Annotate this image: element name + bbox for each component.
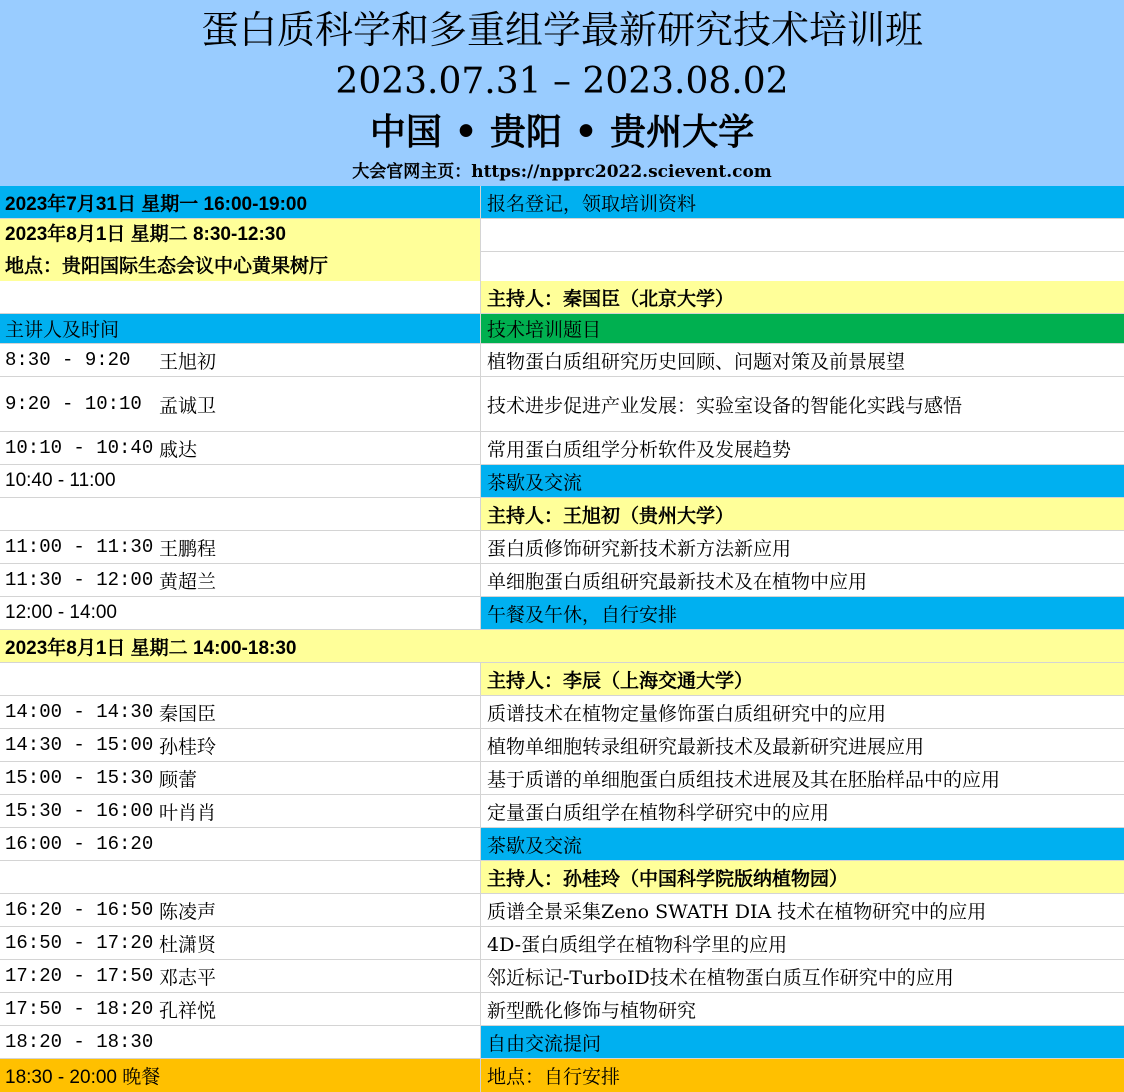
table-row	[0, 729, 1124, 762]
talk-topic: 4D-蛋白质组学在植物科学里的应用	[481, 927, 1124, 959]
talk-topic: 植物蛋白质组研究历史回顾、问题对策及前景展望	[481, 344, 1124, 376]
lunch-label: 午餐及午休，自行安排	[481, 597, 1124, 629]
table-row	[0, 927, 1124, 960]
empty-cell	[481, 219, 1124, 252]
host-label: 主持人：孙桂玲（中国科学院版纳植物园）	[481, 861, 1124, 893]
page-title: 蛋白质科学和多重组学最新研究技术培训班	[200, 8, 923, 52]
table-row	[0, 377, 1124, 432]
talk-topic: 单细胞蛋白质组研究最新技术及在植物中应用	[481, 564, 1124, 596]
host-row	[0, 281, 1124, 314]
break-time: 10:40 - 11:00	[0, 465, 481, 497]
talk-topic: 邻近标记-TurboID技术在植物蛋白质互作研究中的应用	[481, 960, 1124, 992]
morning-venue: 地点：贵阳国际生态会议中心黄果树厅	[5, 255, 329, 277]
dinner-row	[0, 1059, 1124, 1092]
talk-topic: 蛋白质修饰研究新技术新方法新应用	[481, 531, 1124, 563]
talk-topic: 新型酰化修饰与植物研究	[481, 993, 1124, 1025]
table-row	[0, 531, 1124, 564]
morning-date: 2023年8月1日 星期二 8:30-12:30	[5, 224, 286, 245]
break-row	[0, 465, 1124, 498]
host-row	[0, 663, 1124, 696]
break-time: 16:00 - 16:20	[0, 828, 481, 860]
talk-topic: 定量蛋白质组学在植物科学研究中的应用	[481, 795, 1124, 827]
event-location: 中国 • 贵阳 • 贵州大学	[369, 111, 755, 153]
talk-time-speaker: 10:10 - 10:40 戚达	[0, 432, 481, 464]
registration-date: 2023年7月31日 星期一 16:00-19:00	[0, 186, 481, 218]
empty-cell	[0, 281, 481, 313]
talk-time-speaker: 16:50 - 17:20 杜潇贤	[0, 927, 481, 959]
morning-header-row	[0, 219, 1124, 281]
table-row	[0, 993, 1124, 1026]
discussion-row	[0, 1026, 1124, 1059]
talk-time-speaker: 17:50 - 18:20 孔祥悦	[0, 993, 481, 1025]
host-label: 主持人：王旭初（贵州大学）	[481, 498, 1124, 530]
talk-time-speaker: 17:20 - 17:50 邓志平	[0, 960, 481, 992]
discussion-time: 18:20 - 18:30	[0, 1026, 481, 1058]
talk-topic: 常用蛋白质组学分析软件及发展趋势	[481, 432, 1124, 464]
header	[0, 0, 1124, 186]
talk-time-speaker: 9:20 - 10:10 孟诚卫	[0, 377, 481, 431]
break-row	[0, 828, 1124, 861]
column-header-topic: 技术培训题目	[481, 314, 1124, 343]
morning-header	[0, 219, 481, 281]
talk-topic: 植物单细胞转录组研究最新技术及最新研究进展应用	[481, 729, 1124, 761]
table-row	[0, 960, 1124, 993]
empty-cell	[481, 252, 1124, 281]
talk-time-speaker: 11:30 - 12:00 黄超兰	[0, 564, 481, 596]
talk-time-speaker: 15:00 - 15:30 顾蕾	[0, 762, 481, 794]
discussion-label: 自由交流提问	[481, 1026, 1124, 1058]
talk-topic: 基于质谱的单细胞蛋白质组技术进展及其在胚胎样品中的应用	[481, 762, 1124, 794]
afternoon-date: 2023年8月1日 星期二 14:00-18:30	[0, 630, 1124, 662]
table-row	[0, 762, 1124, 795]
talk-topic: 质谱技术在植物定量修饰蛋白质组研究中的应用	[481, 696, 1124, 728]
table-row	[0, 564, 1124, 597]
talk-time-speaker: 15:30 - 16:00 叶肖肖	[0, 795, 481, 827]
lunch-time: 12:00 - 14:00	[0, 597, 481, 629]
talk-time-speaker: 14:30 - 15:00 孙桂玲	[0, 729, 481, 761]
talk-topic: 质谱全景采集Zeno SWATH DIA 技术在植物研究中的应用	[481, 894, 1124, 926]
event-dates: 2023.07.31 – 2023.08.02	[335, 61, 789, 102]
table-row	[0, 696, 1124, 729]
table-row	[0, 894, 1124, 927]
column-header-row	[0, 314, 1124, 344]
talk-time-speaker: 16:20 - 16:50 陈凌声	[0, 894, 481, 926]
talk-time-speaker: 11:00 - 11:30 王鹏程	[0, 531, 481, 563]
lunch-row	[0, 597, 1124, 630]
column-header-speaker: 主讲人及时间	[0, 314, 481, 343]
empty-cell	[0, 663, 481, 695]
table-row	[0, 432, 1124, 465]
table-row	[0, 344, 1124, 377]
talk-topic: 技术进步促进产业发展：实验室设备的智能化实践与感悟	[481, 377, 1124, 431]
host-label: 主持人：秦国臣（北京大学）	[481, 281, 1124, 313]
dinner-time: 18:30 - 20:00 晚餐	[0, 1059, 481, 1092]
break-label: 茶歇及交流	[481, 828, 1124, 860]
break-label: 茶歇及交流	[481, 465, 1124, 497]
registration-label: 报名登记，领取培训资料	[481, 186, 1124, 218]
talk-time-speaker: 14:00 - 14:30 秦国臣	[0, 696, 481, 728]
registration-row	[0, 186, 1124, 219]
host-row	[0, 861, 1124, 894]
dinner-location: 地点：自行安排	[481, 1059, 1124, 1092]
talk-time-speaker: 8:30 - 9:20 王旭初	[0, 344, 481, 376]
table-row	[0, 795, 1124, 828]
afternoon-header-row	[0, 630, 1124, 663]
website-link[interactable]: 大会官网主页：https://npprc2022.scievent.com	[352, 162, 772, 182]
host-row	[0, 498, 1124, 531]
empty-cell	[0, 498, 481, 530]
host-label: 主持人：李辰（上海交通大学）	[481, 663, 1124, 695]
empty-cell	[0, 861, 481, 893]
